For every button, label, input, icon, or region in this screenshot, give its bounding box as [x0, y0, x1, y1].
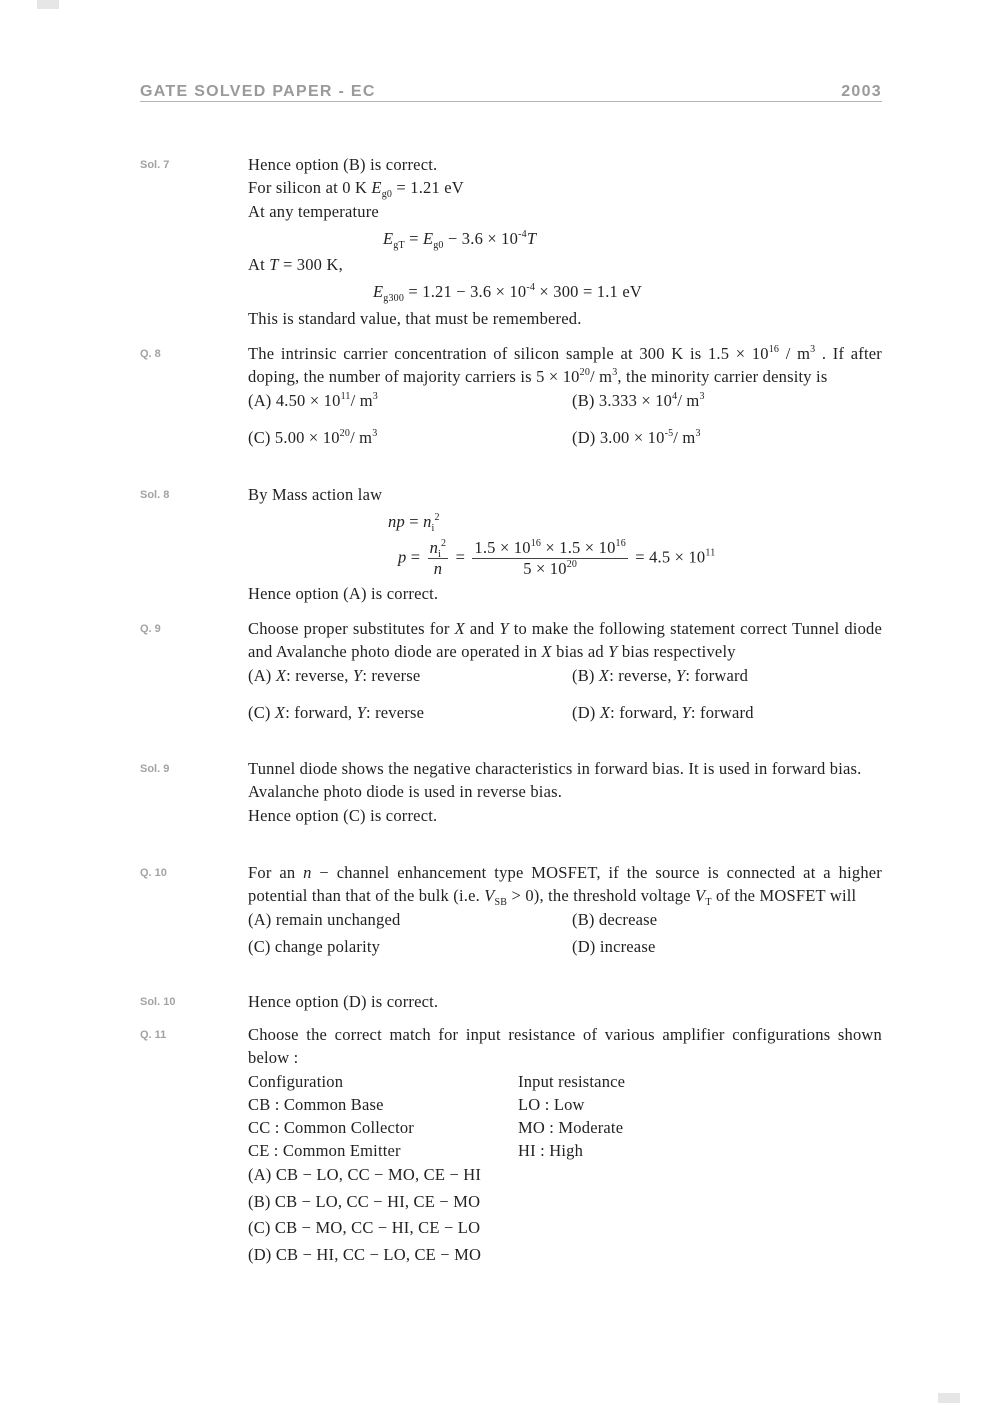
text-run: (B) decrease [572, 909, 658, 929]
math-variable: X [274, 702, 286, 722]
text-run: HI : High [518, 1141, 584, 1161]
text-run: . If after doping, the number of majority carriers is 5 × 10 [248, 344, 882, 387]
text-line [248, 861, 882, 908]
fraction-denominator [472, 559, 628, 579]
text-run: By Mass action law [248, 485, 383, 504]
answer-options-row [248, 664, 882, 687]
text-run: : forward [685, 665, 749, 685]
text-run: (B) CB − LO, CC − HI, CE − MO [248, 1191, 481, 1211]
solution-text [248, 153, 882, 330]
equation [248, 510, 882, 533]
text-run: CC : Common Collector [248, 1118, 414, 1138]
text-run: 1.5 × 10 [474, 537, 531, 557]
page-corner-mark [938, 1393, 960, 1403]
math-variable: X [454, 619, 465, 638]
text-line [248, 990, 882, 1013]
math-variable: np [388, 512, 405, 532]
equation [248, 227, 882, 250]
question-text [248, 1023, 882, 1270]
text-run: (A) remain unchanged [248, 909, 401, 929]
text-run: At any temperature [248, 201, 379, 221]
equation [248, 280, 882, 303]
question-text [248, 861, 882, 962]
math-superscript: 20 [339, 427, 351, 439]
math-variable: Y [356, 702, 366, 722]
math-variable: n [429, 537, 439, 557]
text-run: (D) increase [572, 936, 656, 956]
text-line [248, 804, 882, 827]
text-run: Hence option (D) is correct. [248, 992, 439, 1011]
math-variable: E [371, 178, 382, 198]
table-cell [248, 1118, 414, 1137]
table-row [248, 1093, 882, 1116]
text-line [248, 307, 882, 330]
text-run: : reverse, [286, 665, 353, 685]
math-variable: V [695, 886, 706, 906]
solution-number: Sol. 7 [140, 159, 170, 171]
math-superscript: 3 [695, 427, 701, 439]
text-run: (A) 4.50 × 10 [248, 390, 341, 410]
text-run: of the MOSFET will [711, 886, 857, 906]
math-superscript: 3 [699, 390, 705, 402]
math-superscript: 16 [768, 344, 780, 355]
math-superscript: 11 [705, 546, 716, 558]
answer-option [248, 428, 377, 447]
text-run: = [451, 546, 470, 566]
solution-text [248, 483, 882, 605]
solution-number: Sol. 8 [140, 489, 170, 501]
fraction-denominator [428, 559, 449, 579]
text-run: Hence option (C) is correct. [248, 805, 438, 825]
text-run: , the minority carrier density is [617, 367, 828, 387]
text-run: − 3.6 × 10 [443, 228, 519, 248]
text-run: CE : Common Emitter [248, 1141, 401, 1161]
math-variable: E [373, 282, 384, 302]
answer-options-row [248, 389, 882, 412]
equation [248, 538, 882, 579]
text-run: Avalanche photo diode is used in reverse bias. [248, 782, 563, 802]
math-subscript: g0 [433, 239, 444, 251]
math-subscript: i [438, 548, 442, 560]
answer-option [248, 391, 378, 410]
table-row [248, 1116, 882, 1139]
text-run: / m [590, 367, 613, 387]
question-number: Q. 8 [140, 348, 161, 360]
text-run: (C) change polarity [248, 936, 381, 956]
text-run: At [248, 255, 270, 275]
text-run: / m [350, 427, 373, 447]
text-run: (D) [572, 702, 600, 722]
text-line [248, 582, 882, 605]
text-run: CB : Common Base [248, 1094, 384, 1114]
text-run: : reverse [362, 665, 421, 685]
math-variable: n [423, 512, 432, 532]
table-cell [248, 1072, 343, 1091]
text-run: = 300 K, [278, 255, 343, 275]
answer-option [248, 1243, 882, 1266]
text-run: and [464, 619, 500, 638]
question-number: Q. 9 [140, 623, 161, 635]
text-run: LO : Low [518, 1094, 585, 1114]
math-variable: X [598, 665, 610, 685]
text-run: : forward, [610, 702, 682, 722]
answer-options-row [248, 426, 882, 449]
math-superscript: -4 [526, 282, 536, 294]
text-run: = [404, 512, 424, 532]
text-run: − channel enhancement type MOSFET, if the source is connected at a higher potential than that of the bulk (i.e. [248, 863, 882, 906]
text-run: : reverse, [609, 665, 676, 685]
text-run: Input resistance [518, 1071, 626, 1091]
math-variable: Y [499, 619, 509, 638]
text-run: : forward, [285, 702, 357, 722]
text-run: / m [779, 344, 811, 363]
math-superscript: -5 [664, 427, 674, 439]
text-run: This is standard value, that must be remembered. [248, 308, 582, 328]
math-variable: Y [676, 665, 686, 685]
answer-option [572, 426, 701, 449]
math-subscript: T [705, 897, 712, 909]
math-variable: Y [608, 642, 618, 662]
math-superscript: 11 [340, 390, 351, 402]
answer-option [572, 935, 655, 958]
text-run: × 1.5 × 10 [541, 537, 616, 557]
math-superscript: 20 [579, 367, 591, 379]
question-number: Q. 10 [140, 867, 167, 879]
math-variable: X [599, 702, 611, 722]
math-variable: Y [681, 702, 691, 722]
math-variable: Y [352, 665, 363, 685]
header-year: 2003 [841, 83, 882, 100]
text-line [248, 176, 882, 199]
text-run: bias respectively [617, 642, 736, 662]
text-run: (D) CB − HI, CC − LO, CE − MO [248, 1245, 482, 1265]
math-superscript: 3 [612, 367, 618, 379]
solution-number: Sol. 10 [140, 996, 176, 1008]
math-variable: p [398, 546, 407, 566]
text-run: Tunnel diode shows the negative characteristics in forward bias. It is used in forward bias. [248, 759, 862, 778]
answer-option [248, 1190, 882, 1213]
math-superscript: 3 [372, 390, 378, 402]
math-fraction [428, 538, 449, 579]
question-number: Q. 11 [140, 1029, 167, 1041]
math-variable: E [383, 228, 394, 248]
answer-options-row [248, 908, 882, 931]
text-run: 5 × 10 [523, 558, 567, 578]
text-run: (C) CB − MO, CC − HI, CE − LO [248, 1218, 481, 1238]
math-superscript: 20 [566, 558, 578, 570]
math-variable: T [526, 228, 537, 248]
text-run: (A) CB − LO, CC − MO, CE − HI [248, 1164, 482, 1184]
text-run: Hence option (B) is correct. [248, 155, 438, 174]
table-cell [518, 1093, 585, 1116]
page-corner-mark [37, 0, 59, 9]
answer-options-row [248, 701, 882, 724]
text-run: : forward [690, 702, 754, 722]
math-superscript: 16 [530, 537, 542, 549]
table-row [248, 1070, 882, 1093]
text-run: / m [677, 390, 700, 410]
answer-option [572, 908, 657, 931]
text-run: = 1.21 − 3.6 × 10 [404, 282, 527, 302]
text-run: Choose proper substitutes for [248, 619, 455, 638]
math-subscript: gT [393, 239, 405, 251]
text-line [248, 200, 882, 223]
text-run: × 300 = 1.1 eV [535, 282, 642, 302]
text-run: / m [350, 390, 373, 410]
text-line [248, 483, 882, 506]
math-variable: X [541, 642, 552, 662]
math-variable: E [422, 228, 434, 248]
table-cell [518, 1139, 583, 1162]
math-variable: n [303, 863, 312, 882]
math-superscript: 2 [441, 537, 447, 549]
math-variable: X [275, 665, 287, 685]
text-run: : reverse [365, 702, 425, 722]
text-run: For silicon at 0 K [248, 178, 372, 198]
text-run: The intrinsic carrier concentration of silicon sample at 300 K is 1.5 × 10 [248, 344, 769, 363]
text-run: (C) 5.00 × 10 [248, 427, 340, 447]
math-superscript: 4 [672, 390, 678, 402]
text-run: (C) [248, 702, 275, 722]
math-subscript: SB [494, 897, 508, 909]
question-text [248, 342, 882, 463]
table-cell [248, 1095, 384, 1114]
solution-text [248, 990, 882, 1013]
header-title: GATE SOLVED PAPER - EC [140, 83, 376, 100]
text-line [248, 757, 882, 780]
text-run: = [404, 228, 423, 248]
math-superscript: -4 [518, 228, 527, 240]
math-variable: n [433, 558, 443, 578]
text-line [248, 153, 882, 176]
text-run: (D) 3.00 × 10 [572, 427, 665, 447]
answer-option [572, 664, 748, 687]
solution-text [248, 757, 882, 827]
question-text [248, 617, 882, 738]
text-run: to make the following statement correct Tunnel diode and Avalanche photo diode are operated in [248, 619, 883, 662]
text-line [248, 780, 882, 803]
text-run: (A) [248, 665, 276, 685]
math-superscript: 3 [810, 344, 816, 355]
text-run: (B) 3.333 × 10 [572, 390, 673, 410]
text-line [248, 617, 882, 664]
math-subscript: g300 [383, 293, 405, 305]
text-run: bias ad [551, 642, 609, 662]
math-superscript: 2 [434, 512, 440, 524]
text-run: > 0), the threshold voltage [507, 886, 696, 906]
text-run: / m [673, 427, 696, 447]
fraction-numerator [428, 538, 449, 559]
text-line [248, 1023, 882, 1070]
answer-option [248, 703, 424, 722]
table-cell [248, 1141, 401, 1160]
text-line [248, 253, 882, 276]
page-header [140, 83, 882, 102]
answer-option [248, 910, 400, 929]
answer-option [572, 701, 754, 724]
math-variable: V [484, 886, 495, 906]
text-run: = 4.5 × 10 [630, 546, 706, 566]
text-run: = 1.21 eV [392, 178, 464, 198]
answer-option [248, 937, 380, 956]
answer-option [572, 389, 705, 412]
table-cell [518, 1116, 623, 1139]
text-run: MO : Moderate [518, 1118, 624, 1138]
text-run: Choose the correct match for input resistance of various amplifier configurations shown below : [248, 1025, 882, 1068]
math-variable: T [269, 255, 279, 275]
table-cell [518, 1070, 625, 1093]
math-subscript: i [431, 523, 435, 535]
math-superscript: 16 [615, 537, 626, 549]
text-run: Configuration [248, 1071, 344, 1091]
math-fraction [472, 538, 628, 579]
answer-options-row [248, 935, 882, 958]
answer-option [248, 666, 420, 685]
solution-number: Sol. 9 [140, 763, 170, 775]
text-line [248, 342, 882, 389]
answer-option [248, 1163, 882, 1186]
text-run: For an [248, 863, 304, 882]
text-run: (B) [572, 665, 599, 685]
fraction-numerator [472, 538, 628, 559]
answer-option [248, 1216, 882, 1239]
text-run: Hence option (A) is correct. [248, 583, 439, 603]
text-run: = [406, 546, 425, 566]
math-superscript: 3 [372, 427, 378, 439]
math-subscript: g0 [381, 189, 393, 201]
table-row [248, 1139, 882, 1162]
